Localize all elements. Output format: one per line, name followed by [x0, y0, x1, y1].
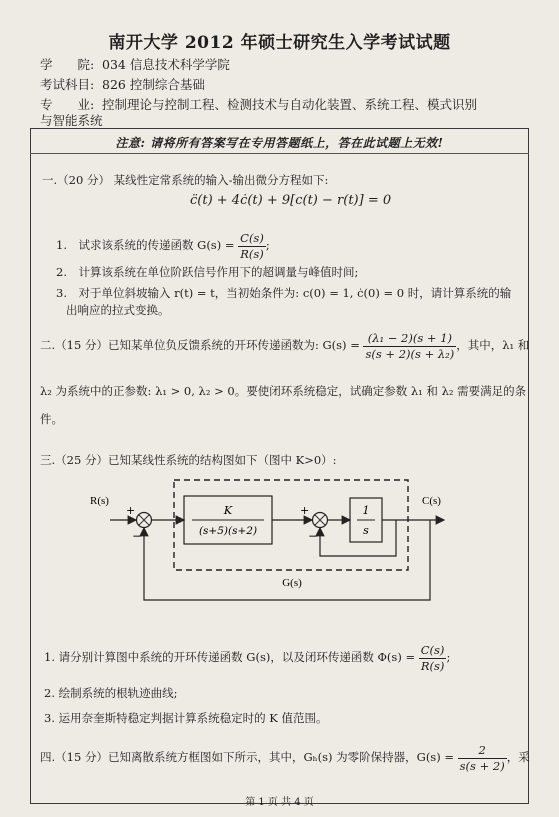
- q4-heading-tail: ，采: [506, 750, 530, 764]
- major-value-cont: 与智能系统: [40, 113, 103, 128]
- major-label: 专 业:: [40, 97, 95, 112]
- major-value: 控制理论与控制工程、检测技术与自动化装置、系统工程、模式识别: [102, 97, 478, 112]
- block-integrator-numerator: 1: [362, 504, 370, 517]
- school-line: [40, 56, 230, 73]
- major-line: [40, 96, 477, 113]
- subject-label: 考试科目:: [40, 77, 95, 92]
- block-k: [184, 496, 272, 544]
- q1-item1-fraction: [238, 231, 266, 262]
- subject-value: 826 控制综合基础: [102, 77, 205, 92]
- q2-heading: [40, 328, 529, 362]
- q2-numerator: (λ₁ − 2)(s + 1): [363, 331, 456, 347]
- block-k-numerator: K: [223, 504, 233, 517]
- q1-heading: 一.（20 分） 某线性定常系统的输入-输出微分方程如下:: [42, 173, 329, 187]
- summing-junction-2: [313, 513, 328, 528]
- q2-denominator: s(s + 2)(s + λ₂): [365, 346, 455, 361]
- q1-item2: 2. 计算该系统在单位阶跃信号作用下的超调量与峰值时间;: [56, 265, 359, 279]
- q3-item3: 3. 运用奈奎斯特稳定判据计算系统稳定时的 K 值范围。: [44, 711, 328, 725]
- gs-label: G(s): [282, 577, 302, 589]
- inner-feedback: [320, 520, 396, 556]
- q3-item1-denominator: R(s): [420, 658, 445, 673]
- q4-heading: [40, 740, 530, 774]
- major-line-cont: [40, 112, 103, 129]
- q1-item1-numerator: C(s): [240, 230, 264, 245]
- block-integrator-denominator: s: [363, 524, 369, 537]
- input-label: R(s): [90, 495, 109, 507]
- exam-title: 南开大学 2012 年硕士研究生入学考试试题: [108, 33, 451, 53]
- q3-heading: 三.（25 分）已知某线性系统的结构图如下（图中 K>0）:: [40, 453, 337, 467]
- q3-item1: 1. 请分别计算图中系统的开环传递函数 G(s)，以及闭环传递函数 Φ(s) = $\frac{C(s)}{R(s)}$ ;: [44, 642, 451, 673]
- q2-fraction: [363, 331, 456, 362]
- q2-heading-text: 二.（15 分）已知某单位负反馈系统的开环传递函数为: G(s) =: [40, 338, 360, 352]
- block-diagram: [80, 468, 460, 618]
- summer2-minus: −: [308, 529, 319, 543]
- q1-item1-denominator: R(s): [240, 246, 264, 261]
- page-footer: 第 1 页 共 4 页: [245, 797, 314, 808]
- q1-item1: 1. 试求该系统的传递函数 G(s) = $\frac{C(s)}{R(s)}$ ;: [56, 230, 270, 261]
- q4-heading-text: 四.（15 分）已知离散系统方框图如下所示，其中，Gₕ(s) 为零阶保持器，G(s) =: [40, 750, 454, 764]
- q1-item1-text: 1. 试求该系统的传递函数 G(s) =: [56, 238, 235, 252]
- summer2-plus: +: [300, 504, 310, 517]
- output-label: C(s): [422, 495, 441, 507]
- school-label: 学 院:: [40, 57, 95, 72]
- block-integrator: [350, 498, 382, 542]
- summer1-plus: +: [126, 504, 136, 517]
- q3-item1-text: 1. 请分别计算图中系统的开环传递函数 G(s)，以及闭环传递函数 Φ(s) =: [44, 650, 416, 664]
- q1-item3-cont: 出响应的拉式变换。: [66, 303, 170, 317]
- notice: 注意: 请将所有答案写在专用答题纸上，答在此试题上无效!: [115, 136, 444, 150]
- subject-line: [40, 76, 205, 93]
- q2-line3: 件。: [40, 412, 63, 426]
- q2-line2: λ₂ 为系统中的正参数: λ₁ > 0, λ₂ > 0。要使闭环系统稳定，试确定参数 λ₁ 和 λ₂ 需要满足的条: [40, 384, 527, 398]
- q3-item2: 2. 绘制系统的根轨迹曲线;: [44, 686, 178, 700]
- q4-denominator: s(s + 2): [459, 758, 505, 773]
- q1-equation: c̈(t) + 4ċ(t) + 9[c(t) − r(t)] = 0: [190, 193, 392, 208]
- block-k-denominator: (s+5)(s+2): [198, 525, 258, 537]
- q1-item3: 3. 对于单位斜坡输入 r(t) = t，当初始条件为: c(0) = 1, ċ(0) = 0 时，请计算系统的输: [56, 286, 512, 300]
- q3-item1-fraction: [419, 643, 447, 674]
- school-value: 034 信息技术科学学院: [102, 57, 230, 72]
- q2-heading-tail: ，其中，λ₁ 和: [456, 338, 530, 352]
- q4-fraction: [458, 743, 507, 774]
- summer1-minus: −: [132, 529, 143, 543]
- q4-numerator: 2: [458, 743, 507, 759]
- notice-divider: [30, 153, 529, 154]
- summing-junction-1: [137, 513, 152, 528]
- q3-item1-numerator: C(s): [420, 642, 445, 657]
